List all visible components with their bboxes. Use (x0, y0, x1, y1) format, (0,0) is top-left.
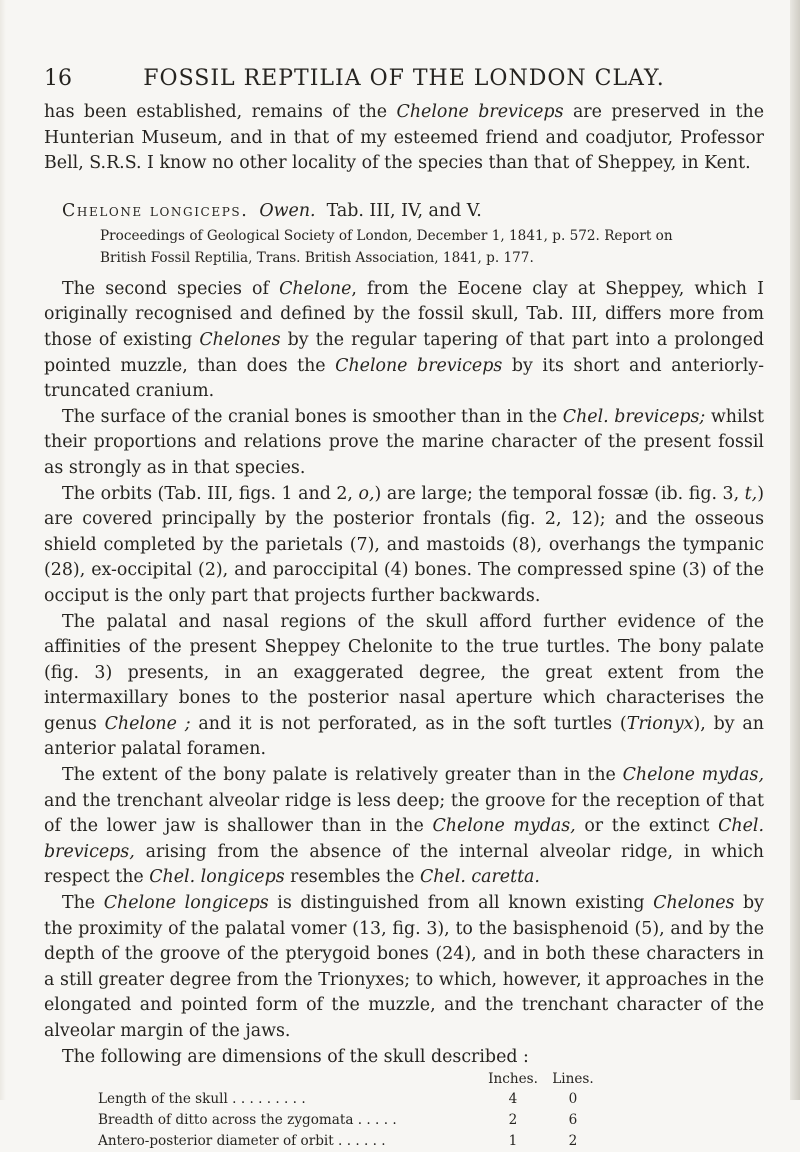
italic-term: Chelone mydas, (622, 765, 765, 786)
row-lines: 6 (568, 1112, 578, 1129)
paragraph-distinguished: The Chelone longiceps is distinguished from all known existing Chelones by the proximity of the palatal vomer (13, fig. 3), to the basisphenoid (5), and by the depth of the groove of the pterygoid bones (24), and in both these characters in a still greater degree from the Trionyxes; to which, however, it approaches in the elongated and pointed form of the muzzle, and the trenchant character of the alveolar margin of the jaws. (44, 893, 764, 1041)
paragraph-dimensions-intro: The following are dimensions of the skull described : (62, 1046, 529, 1067)
leader-dots: . . . . . . . . . (227, 1091, 306, 1108)
paragraph-bony-palate: The extent of the bony palate is relatively greater than in the Chelone mydas, and the trenchant alveolar ridge is less deep; the groove for the reception of that of the lower jaw is shallower than in the Chelone mydas, or the extinct Chel. breviceps, arising from the absence of the internal alveolar ridge, in which respect the Chel. longiceps resembles the Chel. caretta. (44, 765, 765, 888)
reference-line: British Fossil Reptilia, Trans. British Association, 1841, p. 177. (100, 249, 534, 266)
italic-term: o, (358, 483, 375, 504)
description-paragraphs (44, 277, 764, 1070)
table-row (98, 1110, 598, 1131)
opening-paragraph: has been established, remains of the Chelone breviceps are preserved in the Hunterian Museum, and in that of my esteemed friend and coadjutor, Professor Bell, S.R.S. I know no other locality of the species than that of Sheppey, in Kent. (44, 102, 764, 174)
row-inches: 2 (508, 1112, 518, 1129)
italic-term: Chel. breviceps, (44, 816, 765, 862)
row-inches: 4 (508, 1091, 518, 1108)
species-heading (44, 198, 764, 224)
column-header-lines: Lines. (552, 1071, 594, 1088)
dimensions-header-row (98, 1070, 598, 1089)
paragraph-cranial-surface: The surface of the cranial bones is smoother than in the Chel. breviceps; whilst their proportions and relations prove the marine character of the present fossil as strongly as in that species. (44, 406, 764, 478)
italic-term: Chelone breviceps (396, 102, 564, 122)
row-label: Antero-posterior diameter of orbit (98, 1133, 334, 1150)
row-label: Breadth of ditto across the zygomata (98, 1112, 354, 1129)
row-lines: 0 (568, 1091, 578, 1108)
dimensions-table (98, 1070, 598, 1152)
paragraph-palatal-regions: The palatal and nasal regions of the skull afford further evidence of the affinities of the present Sheppey Chelonite to the true turtles. The bony palate (fig. 3) presents, in an exaggerated degree, the great extent from the intermaxillary bones to the posterior nasal aperture which characterises the genus Chelone ; and it is not perforated, as in the soft turtles (Trionyx), by an anterior palatal foramen. (44, 611, 764, 760)
italic-term: t, (744, 483, 758, 504)
paragraph-orbits: The orbits (Tab. III, figs. 1 and 2, o,) are large; the temporal fossæ (ib. fig. 3, t,) are covered principally by the posterior frontals (fig. 2, 12); and the osseous shield completed by the parietals (7), and mastoids (8), overhangs the tympanic (28), ex-occipital (2), and paroccipital (4) bones. The compressed spine (3) of the occiput is the only part that projects further backwards. (44, 483, 764, 606)
italic-term: Chelone breviceps (335, 355, 503, 376)
leader-dots: . . . . . (353, 1112, 397, 1129)
page-number: 16 (44, 66, 72, 91)
italic-term: Chelone ; (104, 713, 191, 734)
running-head (44, 66, 764, 96)
row-label: Length of the skull (98, 1091, 228, 1108)
table-row (98, 1131, 598, 1152)
body-text (44, 100, 764, 1152)
italic-term: Chel. caretta. (419, 867, 540, 888)
species-name: Chelone longiceps. (62, 200, 249, 221)
running-title: FOSSIL REPTILIA OF THE LONDON CLAY. (143, 66, 665, 91)
bibliography-references (44, 225, 764, 269)
italic-term: Trionyx (626, 713, 694, 734)
italic-term: Chelones (199, 329, 281, 350)
leader-dots: . . . . . . (333, 1133, 386, 1150)
italic-term: Chel. breviceps; (562, 406, 706, 427)
row-lines: 2 (568, 1133, 578, 1150)
species-author: Owen. (259, 200, 316, 221)
italic-term: Chelone longiceps (103, 893, 269, 914)
reference-line: Proceedings of Geological Society of London, December 1, 1841, p. 572. Report on (100, 227, 673, 244)
italic-term: Chelone mydas, (432, 816, 576, 837)
italic-term: Chel. longiceps (149, 867, 285, 888)
italic-term: Chelone (279, 278, 352, 299)
column-header-inches: Inches. (488, 1071, 538, 1088)
paragraph-second-species: The second species of Chelone, from the Eocene clay at Sheppey, which I originally recognised and defined by the fossil skull, Tab. III, differs more from those of existing Chelones by the regular tapering of that part into a prolonged pointed muzzle, than does the Chelone breviceps by its short and anteriorly-truncated cranium. (44, 278, 764, 402)
italic-term: Chelones (653, 893, 735, 914)
plate-references: Tab. III, IV, and V. (326, 200, 482, 221)
row-inches: 1 (508, 1133, 518, 1150)
